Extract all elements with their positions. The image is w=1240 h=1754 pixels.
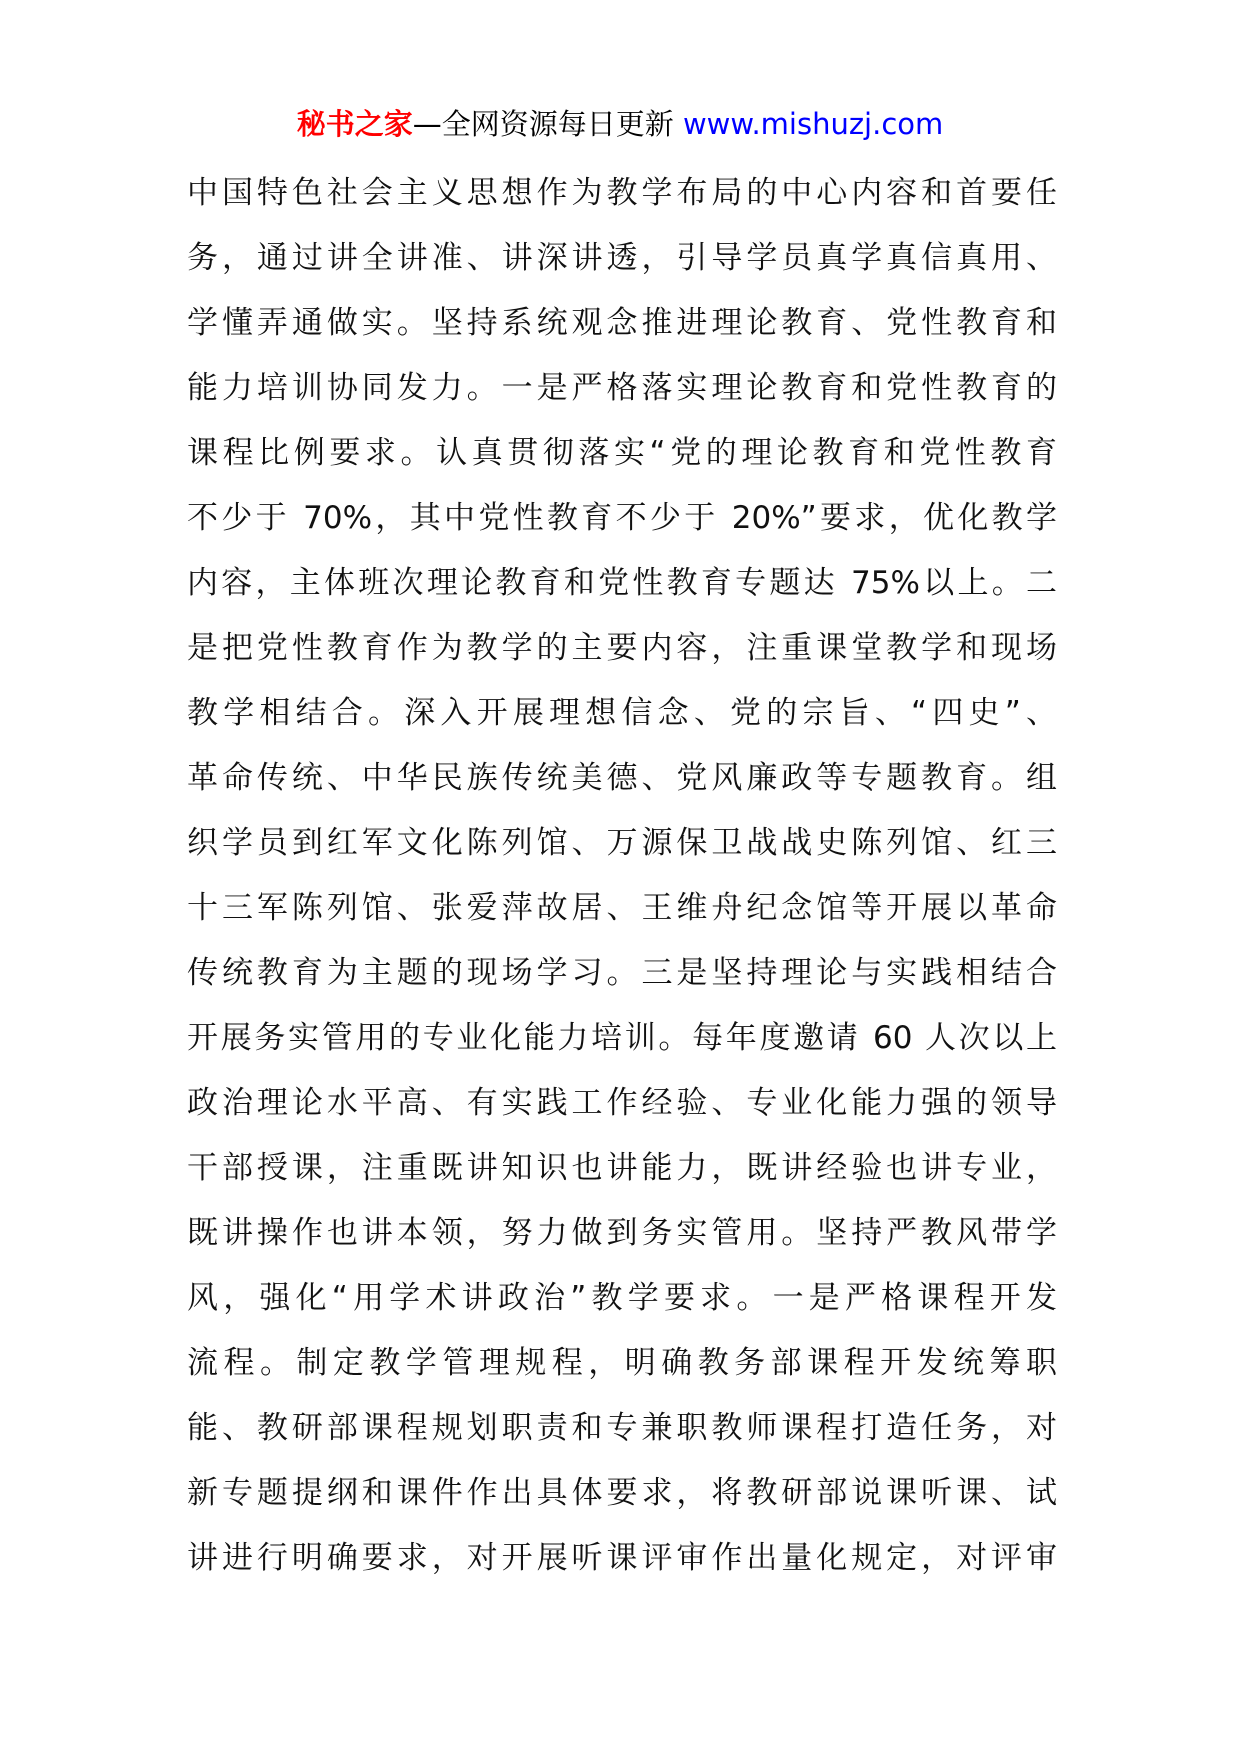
text-line: 能力培训协同发力。一是严格落实理论教育和党性教育的 bbox=[187, 370, 1057, 406]
text-line: 既讲操作也讲本领，努力做到务实管用。坚持严教风带学 bbox=[187, 1215, 1057, 1251]
text-line: 政治理论水平高、有实践工作经验、专业化能力强的领导 bbox=[187, 1085, 1057, 1121]
text-line: 织学员到红军文化陈列馆、万源保卫战战史陈列馆、红三 bbox=[187, 825, 1057, 861]
text-line: 中国特色社会主义思想作为教学布局的中心内容和首要任 bbox=[187, 175, 1057, 211]
text-line: 内容，主体班次理论教育和党性教育专题达 75%以上。二 bbox=[187, 565, 1057, 601]
header-tagline: —全网资源每日更新 bbox=[412, 107, 674, 141]
text-line: 开展务实管用的专业化能力培训。每年度邀请 60 人次以上 bbox=[187, 1020, 1057, 1056]
text-line: 干部授课，注重既讲知识也讲能力，既讲经验也讲专业， bbox=[187, 1150, 1057, 1186]
text-line: 学懂弄通做实。坚持系统观念推进理论教育、党性教育和 bbox=[187, 305, 1057, 341]
brand-name: 秘书之家 bbox=[296, 107, 413, 141]
document-body bbox=[187, 161, 1057, 1591]
text-line: 风，强化“用学术讲政治”教学要求。一是严格课程开发 bbox=[187, 1280, 1057, 1316]
text-line: 教学相结合。深入开展理想信念、党的宗旨、“四史”、 bbox=[187, 695, 1057, 731]
text-line: 是把党性教育作为教学的主要内容，注重课堂教学和现场 bbox=[187, 630, 1057, 666]
text-line: 务，通过讲全讲准、讲深讲透，引导学员真学真信真用、 bbox=[187, 240, 1057, 276]
text-line: 十三军陈列馆、张爱萍故居、王维舟纪念馆等开展以革命 bbox=[187, 890, 1057, 926]
text-line: 新专题提纲和课件作出具体要求，将教研部说课听课、试 bbox=[187, 1475, 1057, 1511]
site-header bbox=[0, 104, 1240, 144]
site-url-link[interactable]: www.mishuzj.com bbox=[682, 107, 944, 141]
text-line: 流程。制定教学管理规程，明确教务部课程开发统筹职 bbox=[187, 1345, 1057, 1381]
text-line: 传统教育为主题的现场学习。三是坚持理论与实践相结合 bbox=[187, 955, 1057, 991]
text-line: 革命传统、中华民族传统美德、党风廉政等专题教育。组 bbox=[187, 760, 1057, 796]
text-line: 课程比例要求。认真贯彻落实“党的理论教育和党性教育 bbox=[187, 435, 1057, 471]
text-line: 讲进行明确要求，对开展听课评审作出量化规定，对评审 bbox=[187, 1540, 1057, 1576]
text-line: 能、教研部课程规划职责和专兼职教师课程打造任务，对 bbox=[187, 1410, 1057, 1446]
text-line: 不少于 70%，其中党性教育不少于 20%”要求，优化教学 bbox=[187, 500, 1057, 536]
